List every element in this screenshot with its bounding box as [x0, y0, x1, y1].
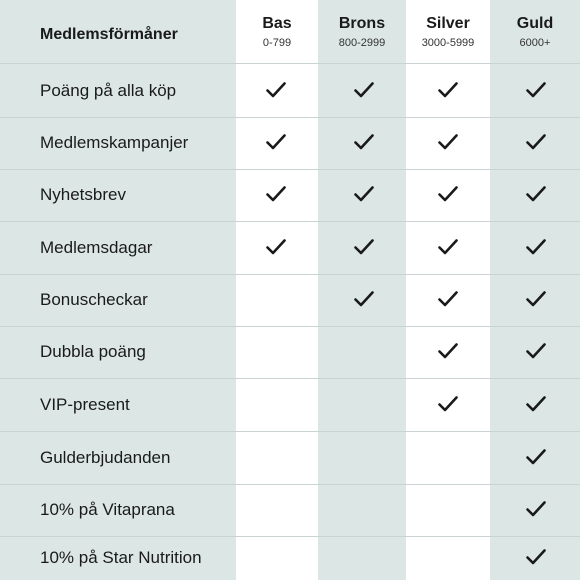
checkmark-icon — [354, 80, 374, 100]
checkmark-icon — [266, 132, 286, 152]
checkmark-icon — [438, 80, 458, 100]
benefit-label: 10% på Vitaprana — [40, 500, 175, 519]
checkmark-icon — [438, 341, 458, 361]
checkmark-icon — [526, 289, 546, 309]
checkmark-icon — [354, 289, 374, 309]
benefit-label: Bonuscheckar — [40, 290, 148, 309]
tier-range: 0-799 — [262, 37, 292, 49]
tier-header-brons — [318, 0, 406, 64]
benefit-label: Dubbla poäng — [40, 342, 146, 361]
benefit-label: 10% på Star Nutrition — [40, 548, 202, 567]
checkmark-icon — [438, 184, 458, 204]
checkmark-icon — [526, 237, 546, 257]
table-title: Medlemsförmåner — [40, 26, 178, 43]
tier-name: Silver — [426, 15, 470, 32]
checkmark-icon — [526, 547, 546, 567]
tier-header-silver — [406, 0, 490, 64]
checkmark-icon — [266, 184, 286, 204]
benefit-label: Medlemsdagar — [40, 237, 153, 257]
tier-name: Bas — [262, 15, 292, 32]
checkmark-icon — [266, 80, 286, 100]
tier-range: 6000+ — [519, 37, 551, 49]
benefit-label: Nyhetsbrev — [40, 185, 126, 204]
benefit-label: Poäng på alla köp — [40, 80, 177, 100]
checkmark-icon — [526, 394, 546, 414]
tier-range: 800-2999 — [338, 37, 386, 49]
checkmark-icon — [438, 289, 458, 309]
checkmark-icon — [526, 80, 546, 100]
checkmark-icon — [438, 237, 458, 257]
checkmark-icon — [526, 447, 546, 467]
checkmark-icon — [526, 184, 546, 204]
checkmark-icon — [526, 132, 546, 152]
checkmark-icon — [438, 394, 458, 414]
tier-name: Guld — [516, 15, 554, 32]
benefit-label: Medlemskampanjer — [40, 133, 189, 152]
checkmark-icon — [354, 237, 374, 257]
checkmark-icon — [526, 499, 546, 519]
checkmark-icon — [354, 184, 374, 204]
benefit-label: Gulderbjudanden — [40, 447, 171, 467]
benefit-label: VIP-present — [40, 394, 130, 414]
tier-header-bas — [236, 0, 318, 64]
tier-header-guld — [490, 0, 580, 64]
tier-name: Brons — [338, 15, 386, 32]
checkmark-icon — [354, 132, 374, 152]
checkmark-icon — [266, 237, 286, 257]
tier-range: 3000-5999 — [421, 37, 475, 49]
checkmark-icon — [438, 132, 458, 152]
checkmark-icon — [526, 341, 546, 361]
